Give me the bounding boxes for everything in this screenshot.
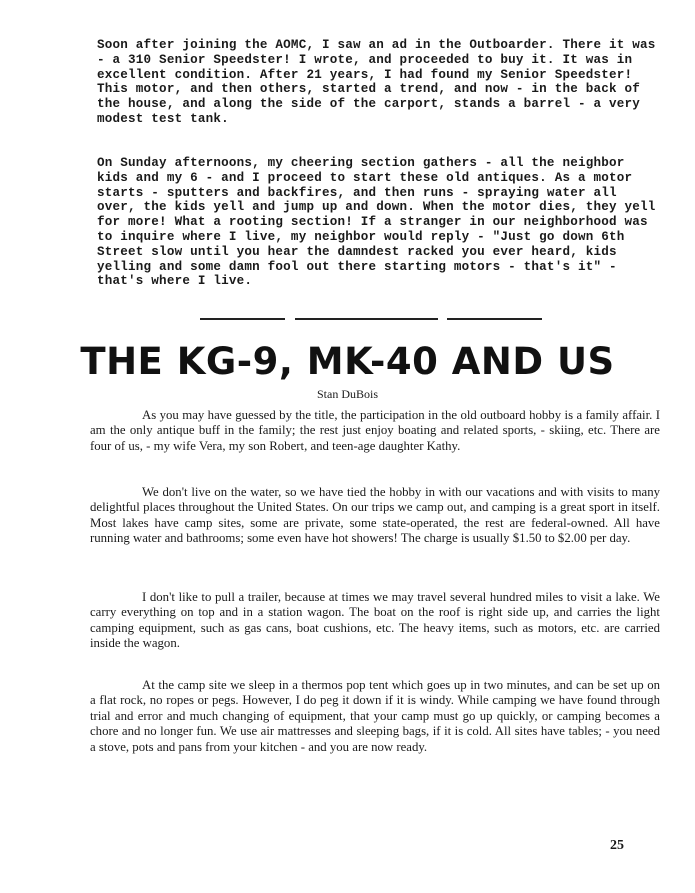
article-paragraph-2: We don't live on the water, so we have tied the hobby in with our vacations and with visits to many delightful places throughout the United States. On our trips we camp out, and camping is a great sport in itself. Most lakes have camp sites, some are private, some state-operated, the rest are federal-owned. All have running water and bathrooms; some even have hot showers! The charge is usually $1.50 to $2.00 per day.	[90, 485, 660, 546]
page-number: 25	[610, 838, 624, 853]
article-author: Stan DuBois	[316, 387, 378, 401]
article-paragraph-4: At the camp site we sleep in a thermos pop tent which goes up in two minutes, and can be set up on a flat rock, no ropes or pegs. However, I do peg it down if it is windy. While camping we have found through trial and error and much changing of equipment, that your camp must go up quickly, or camping becomes a chore and no longer fun. We use air mattresses and sleeping bags, if it is cold. All sites have tables; - you need a stove, pots and pans from your kitchen - and you are now ready.	[90, 678, 660, 754]
article-title: THE KG-9, MK-40 AND US	[80, 340, 615, 383]
intro-paragraph-2: On Sunday afternoons, my cheering section gathers - all the neighbor kids and my 6 - and I proceed to start these old antiques. As a motor starts - sputters and backfires, and then runs - spraying water all over, the kids yell and jump up and down. When the motor dies, they yell for more! What a rooting section! If a stranger in our neighborhood was to inquire where I live, my neighbor would reply - "Just go down 6th Street slow until you hear the damndest racked you ever heard, kids yelling and some damn fool out there starting motors - that's it" - that's where I live.	[97, 156, 664, 289]
article-paragraph-1: As you may have guessed by the title, the participation in the old outboard hobby is a family affair. I am the only antique buff in the family; the rest just enjoy boating and related sports, - skiing, etc. There are four of us, - my wife Vera, my son Robert, and teen-age daughter Kathy.	[90, 408, 660, 453]
section-divider	[0, 318, 695, 321]
divider-rule-right	[447, 318, 542, 320]
article-paragraph-3: I don't like to pull a trailer, because at times we may travel several hundred miles to visit a lake. We carry everything on top and in a station wagon. The boat on the roof is right side up, and carries the light camping equipment, such as gas cans, boat cushions, etc. The heavy items, such as motors, etc. are carried inside the wagon.	[90, 590, 660, 651]
divider-rule-left	[200, 318, 285, 320]
intro-paragraph-1: Soon after joining the AOMC, I saw an ad in the Outboarder. There it was - a 310 Senior Speedster! I wrote, and proceeded to buy it. It was in excellent condition. After 21 years, I had found my Senior Speedster! This motor, and then others, started a trend, and now - in the back of the house, and along the side of the carport, stands a barrel - a very modest test tank.	[97, 38, 664, 126]
divider-rule-center	[295, 318, 438, 320]
